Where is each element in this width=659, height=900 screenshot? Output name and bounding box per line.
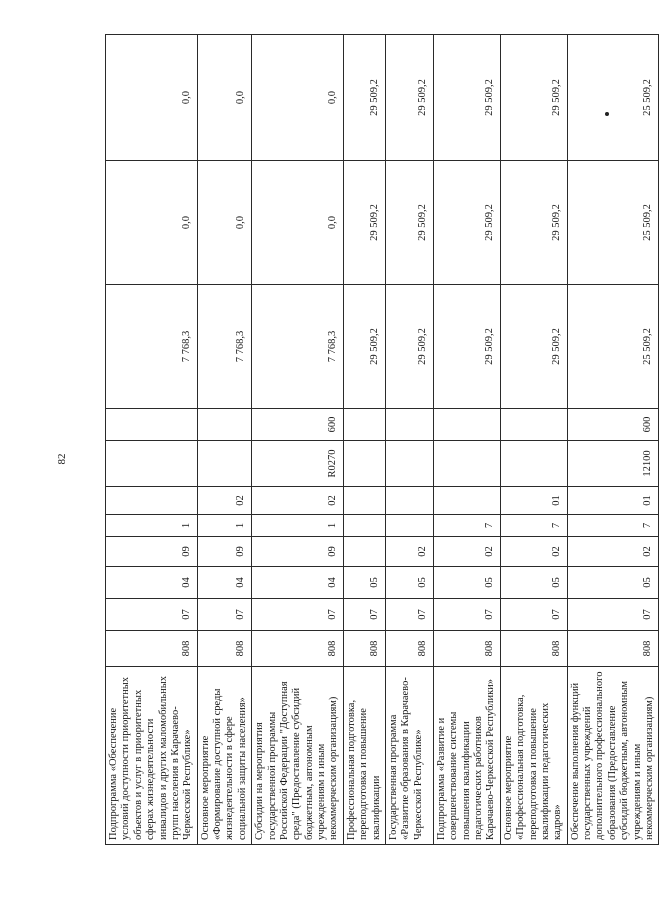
code-cell: 07 — [567, 599, 659, 631]
code-cell: 09 — [106, 537, 198, 567]
code-cell: 09 — [197, 537, 252, 567]
code-cell: 02 — [567, 537, 659, 567]
amount-cell: 29 509,2 — [385, 285, 433, 409]
code-cell: 07 — [343, 599, 385, 631]
table-row — [343, 35, 385, 845]
code-cell — [197, 409, 252, 441]
table-row — [385, 35, 433, 845]
code-cell: 7 — [433, 515, 500, 537]
code-cell — [343, 441, 385, 487]
amount-cell: 29 509,2 — [343, 35, 385, 161]
table-row — [197, 35, 252, 845]
code-cell: 01 — [567, 487, 659, 515]
row-name-cell: Обеспечение выполнения функций государственных учреждений дополнительного профессионального образования (Предоставление субсидий бюджетным, автономным учреждениям и иным некоммерческим организациям) — [567, 667, 659, 845]
code-cell: 7 — [500, 515, 567, 537]
row-name-cell: Основное мероприятие «Формирование доступной среды жизнедеятельности в сфере социальной защиты населения» — [197, 667, 252, 845]
amount-cell: 7 768,3 — [197, 285, 252, 409]
code-cell — [343, 537, 385, 567]
code-cell: 07 — [385, 599, 433, 631]
code-cell — [385, 487, 433, 515]
code-cell: 07 — [500, 599, 567, 631]
row-name-cell: Подпрограмма «Обеспечение условий доступности приоритетных объектов и услуг в приоритетных сферах жизнедеятельности инвалидов и других маломобильных групп населения в Карачаево-Черкесской Республике» — [106, 667, 198, 845]
amount-cell: 29 509,2 — [385, 35, 433, 161]
code-cell: 1 — [252, 515, 344, 537]
amount-cell: 29 509,2 — [433, 35, 500, 161]
code-cell: 808 — [500, 631, 567, 667]
code-cell: 600 — [252, 409, 344, 441]
amount-cell: 29 509,2 — [385, 161, 433, 285]
code-cell: 02 — [433, 537, 500, 567]
row-name-cell: Государственная программа «Развитие образования в Карачаево-Черкесской Республике» — [385, 667, 433, 845]
row-name-cell: Субсидии на мероприятия государственной программы Российской Федерации "Доступная среда" (Предоставление субсидий бюджетным, автономным учреждениям и иным некоммерческим организациям) — [252, 667, 344, 845]
code-cell — [343, 515, 385, 537]
table-row — [433, 35, 500, 845]
code-cell: 808 — [433, 631, 500, 667]
code-cell — [433, 409, 500, 441]
amount-cell: 0,0 — [197, 35, 252, 161]
row-name-cell: Основное мероприятие «Профессиональная подготовка, переподготовка и повышение квалификации педагогических кадров» — [500, 667, 567, 845]
page-number: 82 — [56, 453, 68, 465]
code-cell — [500, 409, 567, 441]
code-cell: 1 — [106, 515, 198, 537]
code-cell — [106, 487, 198, 515]
amount-cell: 7 768,3 — [252, 285, 344, 409]
code-cell: 07 — [252, 599, 344, 631]
code-cell — [106, 409, 198, 441]
code-cell: 05 — [567, 567, 659, 599]
code-cell: 808 — [567, 631, 659, 667]
amount-cell: 0,0 — [106, 35, 198, 161]
code-cell: 07 — [197, 599, 252, 631]
code-cell: 808 — [106, 631, 198, 667]
code-cell: 808 — [385, 631, 433, 667]
code-cell — [385, 441, 433, 487]
code-cell — [433, 441, 500, 487]
code-cell: 05 — [433, 567, 500, 599]
code-cell: 07 — [433, 599, 500, 631]
code-cell — [106, 441, 198, 487]
amount-cell: 29 509,2 — [500, 285, 567, 409]
table-row — [106, 35, 198, 845]
code-cell: 808 — [252, 631, 344, 667]
code-cell: 04 — [252, 567, 344, 599]
code-cell — [500, 441, 567, 487]
code-cell: 05 — [385, 567, 433, 599]
amount-cell: 29 509,2 — [500, 35, 567, 161]
budget-table — [105, 34, 659, 845]
rotated-table-wrapper — [105, 35, 655, 845]
code-cell — [433, 487, 500, 515]
amount-cell: 0,0 — [197, 161, 252, 285]
code-cell: 808 — [197, 631, 252, 667]
amount-cell: 25 509,2 — [567, 35, 659, 161]
code-cell: 02 — [500, 537, 567, 567]
code-cell — [343, 409, 385, 441]
code-cell: 7 — [567, 515, 659, 537]
amount-cell: 0,0 — [252, 35, 344, 161]
code-cell — [197, 441, 252, 487]
code-cell — [385, 409, 433, 441]
code-cell: 808 — [343, 631, 385, 667]
code-cell: 12100 — [567, 441, 659, 487]
amount-cell: 29 509,2 — [343, 285, 385, 409]
code-cell: 05 — [343, 567, 385, 599]
amount-cell: 29 509,2 — [433, 285, 500, 409]
table-row — [252, 35, 344, 845]
code-cell: 09 — [252, 537, 344, 567]
row-name-cell: Подпрограмма «Развитие и совершенствование системы повышения квалификации педагогических работников Карачаево-Черкесской Республики» — [433, 667, 500, 845]
amount-cell: 29 509,2 — [500, 161, 567, 285]
amount-cell: 7 768,3 — [106, 285, 198, 409]
amount-cell: 29 509,2 — [433, 161, 500, 285]
code-cell: 04 — [197, 567, 252, 599]
code-cell: 02 — [385, 537, 433, 567]
code-cell: 02 — [197, 487, 252, 515]
amount-cell: 29 509,2 — [343, 161, 385, 285]
code-cell: 07 — [106, 599, 198, 631]
code-cell: 1 — [197, 515, 252, 537]
code-cell: R0270 — [252, 441, 344, 487]
amount-cell: 25 509,2 — [567, 285, 659, 409]
code-cell: 05 — [500, 567, 567, 599]
code-cell: 01 — [500, 487, 567, 515]
code-cell — [343, 487, 385, 515]
code-cell: 600 — [567, 409, 659, 441]
code-cell — [385, 515, 433, 537]
amount-cell: 0,0 — [106, 161, 198, 285]
table-row — [500, 35, 567, 845]
code-cell: 02 — [252, 487, 344, 515]
code-cell: 04 — [106, 567, 198, 599]
table-row — [567, 35, 659, 845]
amount-cell: 0,0 — [252, 161, 344, 285]
amount-cell: 25 509,2 — [567, 161, 659, 285]
row-name-cell: Профессиональная подготовка, переподготовка и повышение квалификации — [343, 667, 385, 845]
